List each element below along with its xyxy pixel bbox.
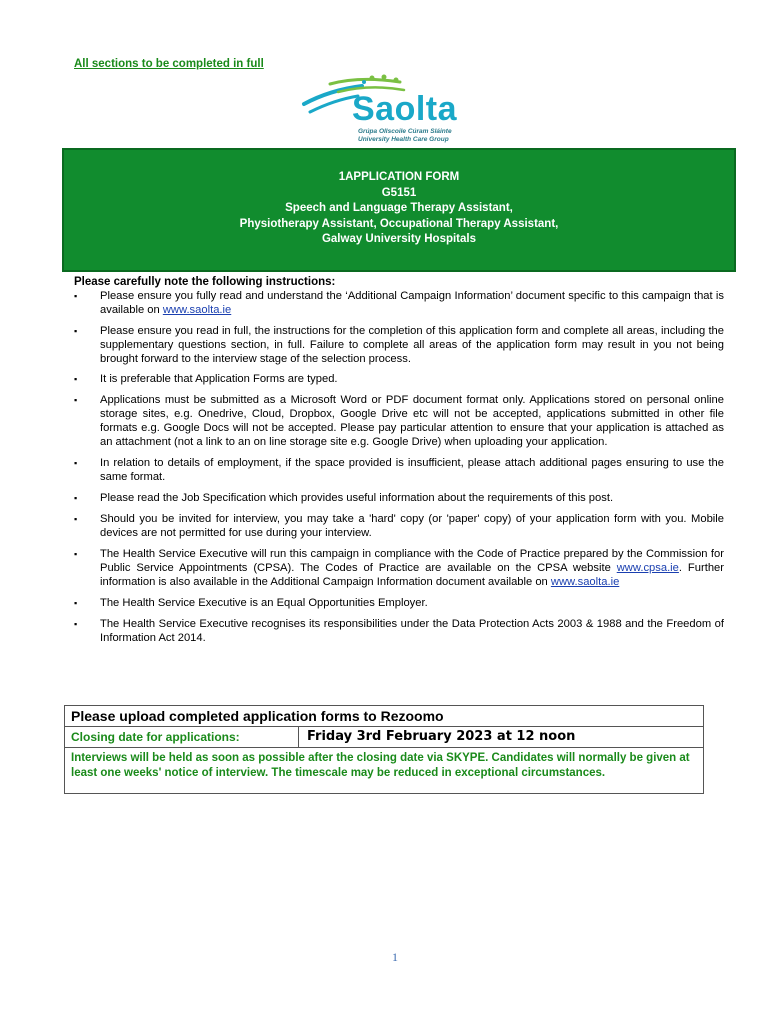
instruction-text: It is preferable that Application Forms are typed. xyxy=(100,373,338,385)
list-item xyxy=(74,456,724,484)
bullet-icon: ▪ xyxy=(74,291,78,301)
list-item xyxy=(74,289,724,317)
saolta-link[interactable]: www.saolta.ie xyxy=(162,304,232,316)
saolta-link[interactable]: www.saolta.ie xyxy=(550,576,620,588)
list-item xyxy=(74,324,724,366)
list-item xyxy=(74,547,724,589)
bullet-icon: ▪ xyxy=(74,326,78,336)
list-item xyxy=(74,491,724,505)
bullet-icon: ▪ xyxy=(74,493,78,503)
upload-heading: Please upload completed application forms to Rezoomo xyxy=(65,706,703,727)
closing-date-row xyxy=(65,727,703,748)
bullet-icon: ▪ xyxy=(74,458,78,468)
application-form-banner xyxy=(62,148,736,272)
instructions-section xyxy=(74,276,724,652)
instruction-text: . Further information is also available in the Additional Campaign Information document available on xyxy=(100,562,724,588)
instruction-text: Please ensure you read in full, the instructions for the completion of this application form and complete all areas, including the supplementary questions section, in full. Failure to complete all areas of the application form may result in you not being brought forward to the interview stage of the selection process. xyxy=(100,325,724,365)
instruction-text: Should you be invited for interview, you may take a 'hard' copy (or 'paper' copy) of your application form with you. Mobile devices are not permitted for use during your interview. xyxy=(100,513,724,539)
banner-campaign-code: G5151 xyxy=(381,186,417,199)
interview-note: Interviews will be held as soon as possible after the closing date via SKYPE. Candidates will normally be given at least one weeks' notice of interview. The timescale may be reduced in exceptional circumstances. xyxy=(71,752,690,779)
instruction-text: In relation to details of employment, if the space provided is insufficient, please attach additional pages ensuring to use the same format. xyxy=(100,457,724,483)
banner-location: Galway University Hospitals xyxy=(321,233,477,245)
list-item xyxy=(74,596,724,610)
bullet-icon: ▪ xyxy=(74,598,78,608)
instruction-text: The Health Service Executive recognises its responsibilities under the Data Protection Acts 2003 & 1988 and the Freedom of Information Act 2014. xyxy=(100,618,724,644)
instruction-text: Applications must be submitted as a Microsoft Word or PDF document format only. Applications stored on personal online storage sites, e.g. Onedrive, Cloud, Dropbox, Google Drive etc will not be accepted, applications submitted in other file formats e.g. Google Docs will not be accepted. Please pay particular attention to ensure that your application is attached as an attachment (not a link to an on line storage site e.g. Google Drive) when uploading your application. xyxy=(100,394,724,448)
bullet-icon: ▪ xyxy=(74,374,78,384)
banner-form-title: 1APPLICATION FORM xyxy=(338,171,460,183)
upload-info-box xyxy=(64,705,704,794)
bullet-icon: ▪ xyxy=(74,395,78,405)
bullet-icon: ▪ xyxy=(74,619,78,629)
logo-english-subtitle: University Health Care Group xyxy=(358,136,449,143)
page-number: 1 xyxy=(392,950,398,964)
bullet-icon: ▪ xyxy=(74,549,78,559)
completion-note: All sections to be completed in full xyxy=(74,58,264,70)
banner-role-line-2: Physiotherapy Assistant, Occupational Therapy Assistant, xyxy=(239,217,559,230)
list-item xyxy=(74,372,724,386)
list-item xyxy=(74,512,724,540)
instruction-text: The Health Service Executive will run this campaign in compliance with the Code of Practice prepared by the Commission for Public Service Appointments (CPSA). The Codes of Practice are available on the CPSA website xyxy=(100,548,724,574)
instruction-text: The Health Service Executive is an Equal Opportunities Employer. xyxy=(100,597,428,609)
instructions-title: Please carefully note the following instructions: xyxy=(74,276,336,288)
closing-date-label: Closing date for applications: xyxy=(65,727,299,747)
list-item xyxy=(74,393,724,449)
cpsa-link[interactable]: www.cpsa.ie xyxy=(616,562,679,574)
logo-wordmark: Saolta xyxy=(352,90,458,128)
bullet-icon: ▪ xyxy=(74,514,78,524)
banner-role-line-1: Speech and Language Therapy Assistant, xyxy=(285,202,513,214)
saolta-logo xyxy=(300,74,490,146)
closing-date-value: Friday 3rd February 2023 at 12 noon xyxy=(307,729,576,744)
list-item xyxy=(74,617,724,645)
instructions-list xyxy=(74,289,724,645)
instruction-text: Please read the Job Specification which provides useful information about the requirements of this post. xyxy=(100,492,614,504)
logo-irish-subtitle: Grúpa Ollscoile Cúram Sláinte xyxy=(358,128,452,135)
instruction-text: Please ensure you fully read and understand the ‘Additional Campaign Information’ document specific to this campaign that is available on xyxy=(100,290,724,316)
